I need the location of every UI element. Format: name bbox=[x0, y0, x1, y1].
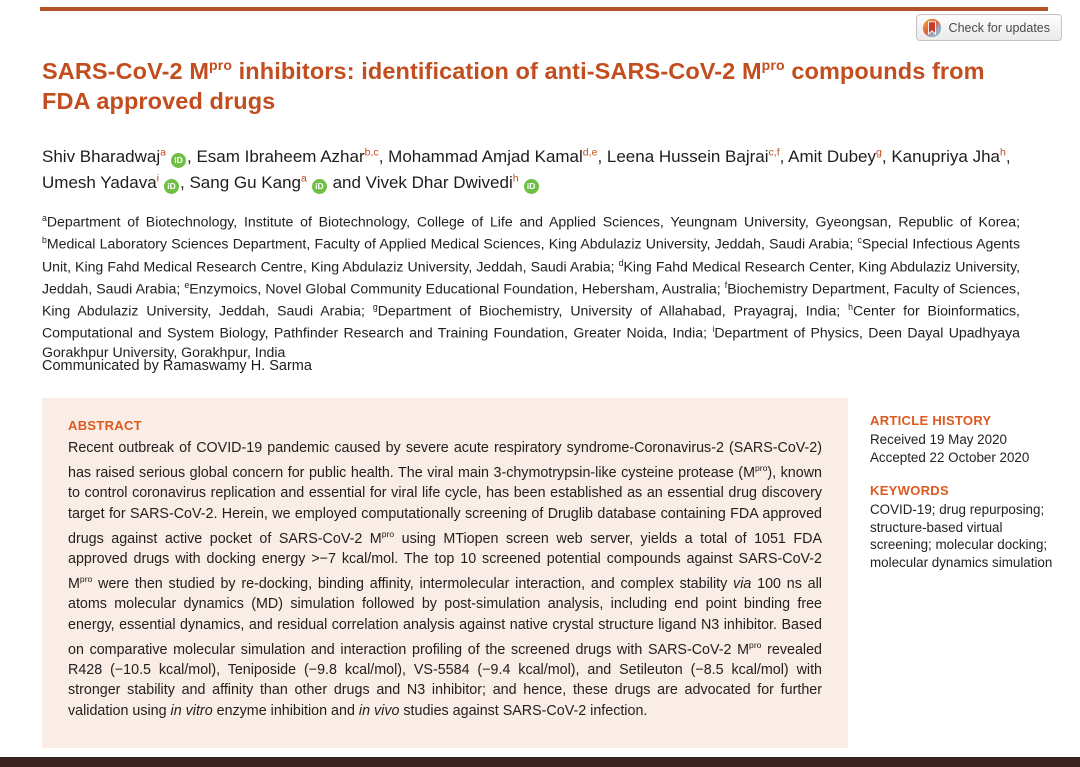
author-name: Kanupriya Jha bbox=[891, 147, 1001, 166]
author-line: Shiv Bharadwaj$^a$iD , Esam Ibraheem Azhar$^{b,c}$, Mohammad Amjad Kamal$^{d,e}$, Leena Hussein Bajrai$^{c,f}$, Amit Dubey$^g$, Kanupriya Jha$^h$, Umesh Yadava$^i$iD , Sang Gu Kang$^a$iD and Vivek Dhar Dwivedi$^h$iD bbox=[42, 146, 1011, 192]
author-name: Mohammad Amjad Kamal bbox=[388, 147, 583, 166]
author-name: Shiv Bharadwaj bbox=[42, 147, 161, 166]
top-rule bbox=[40, 7, 1048, 11]
author-name: Leena Hussein Bajrai bbox=[606, 147, 769, 166]
author-name: Vivek Dhar Dwivedi bbox=[365, 172, 513, 192]
crossmark-icon bbox=[922, 18, 942, 38]
author-name: Esam Ibraheem Azhar bbox=[196, 147, 365, 166]
orcid-icon[interactable]: iD bbox=[171, 153, 186, 168]
author-affiliation-superscript: h bbox=[512, 172, 519, 185]
author-affiliation-superscript: i bbox=[156, 172, 160, 185]
article-history-received: Received 19 May 2020 bbox=[870, 432, 1007, 447]
article-history-block bbox=[870, 413, 1062, 466]
keywords-heading: KEYWORDS bbox=[870, 483, 949, 499]
orcid-icon[interactable]: iD bbox=[312, 179, 327, 194]
bottom-bar bbox=[0, 757, 1080, 767]
affiliations: $^a$Department of Biotechnology, Institute of Biotechnology, College of Life and Applied Sciences, Yeungnam University, Gyeongsan, Republic of Korea; $^b$Medical Laboratory Sciences Department, Faculty of Applied Medical Sciences, King Abdulaziz University, Jeddah, Saudi Arabia; $^c$Special Infectious Agents Unit, King Fahd Medical Research Centre, King Abdulaziz University, Jeddah, Saudi Arabia; $^d$King Fahd Medical Research Center, King Abdulaziz University, Jeddah, Saudi Arabia; $^e$Enzymoics, Novel Global Community Educational Foundation, Hebersham, Australia; $^f$Biochemistry Department, Faculty of Sciences, King Abdulaziz University, Jeddah, Saudi Arabia; $^g$Department of Biochemistry, University of Allahabad, Prayagraj, India; $^h$Center for Bioinformatics, Computational and System Biology, Pathfinder Research and Training Foundation, Greater Noida, India; $^i$Department of Physics, Deen Dayal Upadhyaya Gorakhpur University, Gorakhpur, India bbox=[42, 213, 1021, 360]
author-affiliation-superscript: c,f bbox=[768, 146, 780, 159]
author-affiliation-superscript: h bbox=[1000, 146, 1006, 159]
abstract-text: Recent outbreak of COVID-19 pandemic caused by severe acute respiratory syndrome-Coronavirus-2 (SARS-CoV-2) has raised serious global concern for public health. The viral main 3-chymotrypsin-like cysteine protease $(M^{pro})$, known to control coronavirus replication and essential for viral life cycle, has been established as an essential drug discovery target for SARS-CoV-2. Herein, we employed computationally screening of Druglib database containing FDA approved drugs against active pocket of SARS-CoV-2 $M^{pro}$ using MTiopen screen web server, yields a total of 1051 FDA approved drugs with docking energy >−7 kcal/mol. The top 10 screened potential compounds against SARS-CoV-2 $M^{pro}$ were then studied by re-docking, binding affinity, intermolecular interaction, and complex stability via 100 ns all atoms molecular dynamics (MD) simulation followed by post-simulation analysis, including end point binding free energy, essential dynamics, and residual correlation analysis against native crystal structure ligand N3 inhibitor. Based on comparative molecular simulation and interaction profiling of the screened drugs with SARS-CoV-2 $M^{pro}$ revealed R428 (−10.5 kcal/mol), Teniposide (−9.8 kcal/mol), VS-5584 (−9.4 kcal/mol), and Setileuton (−8.5 kcal/mol) with stronger stability and affinity than other drugs and N3 inhibitor; and hence, these drugs are advocated for further validation using in vitro enzyme inhibition and in vivo studies against SARS-CoV-2 infection. bbox=[68, 440, 822, 719]
check-for-updates-button[interactable] bbox=[916, 14, 1062, 41]
keywords-block bbox=[870, 483, 1062, 571]
communicated-by: Communicated by Ramaswamy H. Sarma bbox=[42, 358, 312, 374]
article-history-heading: ARTICLE HISTORY bbox=[870, 413, 992, 428]
author-name: Sang Gu Kang bbox=[189, 172, 301, 192]
article-title: SARS-CoV-2 $M^{pro}$ inhibitors: identification of anti-SARS-CoV-2 $M^{pro}$ compounds from FDA approved drugs bbox=[42, 57, 985, 115]
author-name: Umesh Yadava bbox=[42, 172, 157, 192]
author-affiliation-superscript: d,e bbox=[582, 146, 598, 159]
author-affiliation-superscript: g bbox=[876, 146, 882, 159]
article-history-accepted: Accepted 22 October 2020 bbox=[870, 449, 1030, 465]
article-info-column bbox=[870, 413, 1062, 572]
abstract-heading: ABSTRACT bbox=[68, 418, 142, 433]
check-for-updates-label: Check for updates bbox=[948, 20, 1050, 35]
keywords-text: COVID-19; drug repurposing; structure-based virtual screening; molecular docking; molecular dynamics simulation bbox=[870, 502, 1053, 570]
author-affiliation-superscript: a bbox=[160, 146, 166, 159]
orcid-icon[interactable]: iD bbox=[524, 179, 539, 194]
abstract-box bbox=[42, 398, 848, 748]
author-name: Amit Dubey bbox=[788, 147, 877, 166]
author-affiliation-superscript: b,c bbox=[364, 146, 379, 159]
author-affiliation-superscript: a bbox=[301, 172, 307, 185]
orcid-icon[interactable]: iD bbox=[164, 179, 179, 194]
